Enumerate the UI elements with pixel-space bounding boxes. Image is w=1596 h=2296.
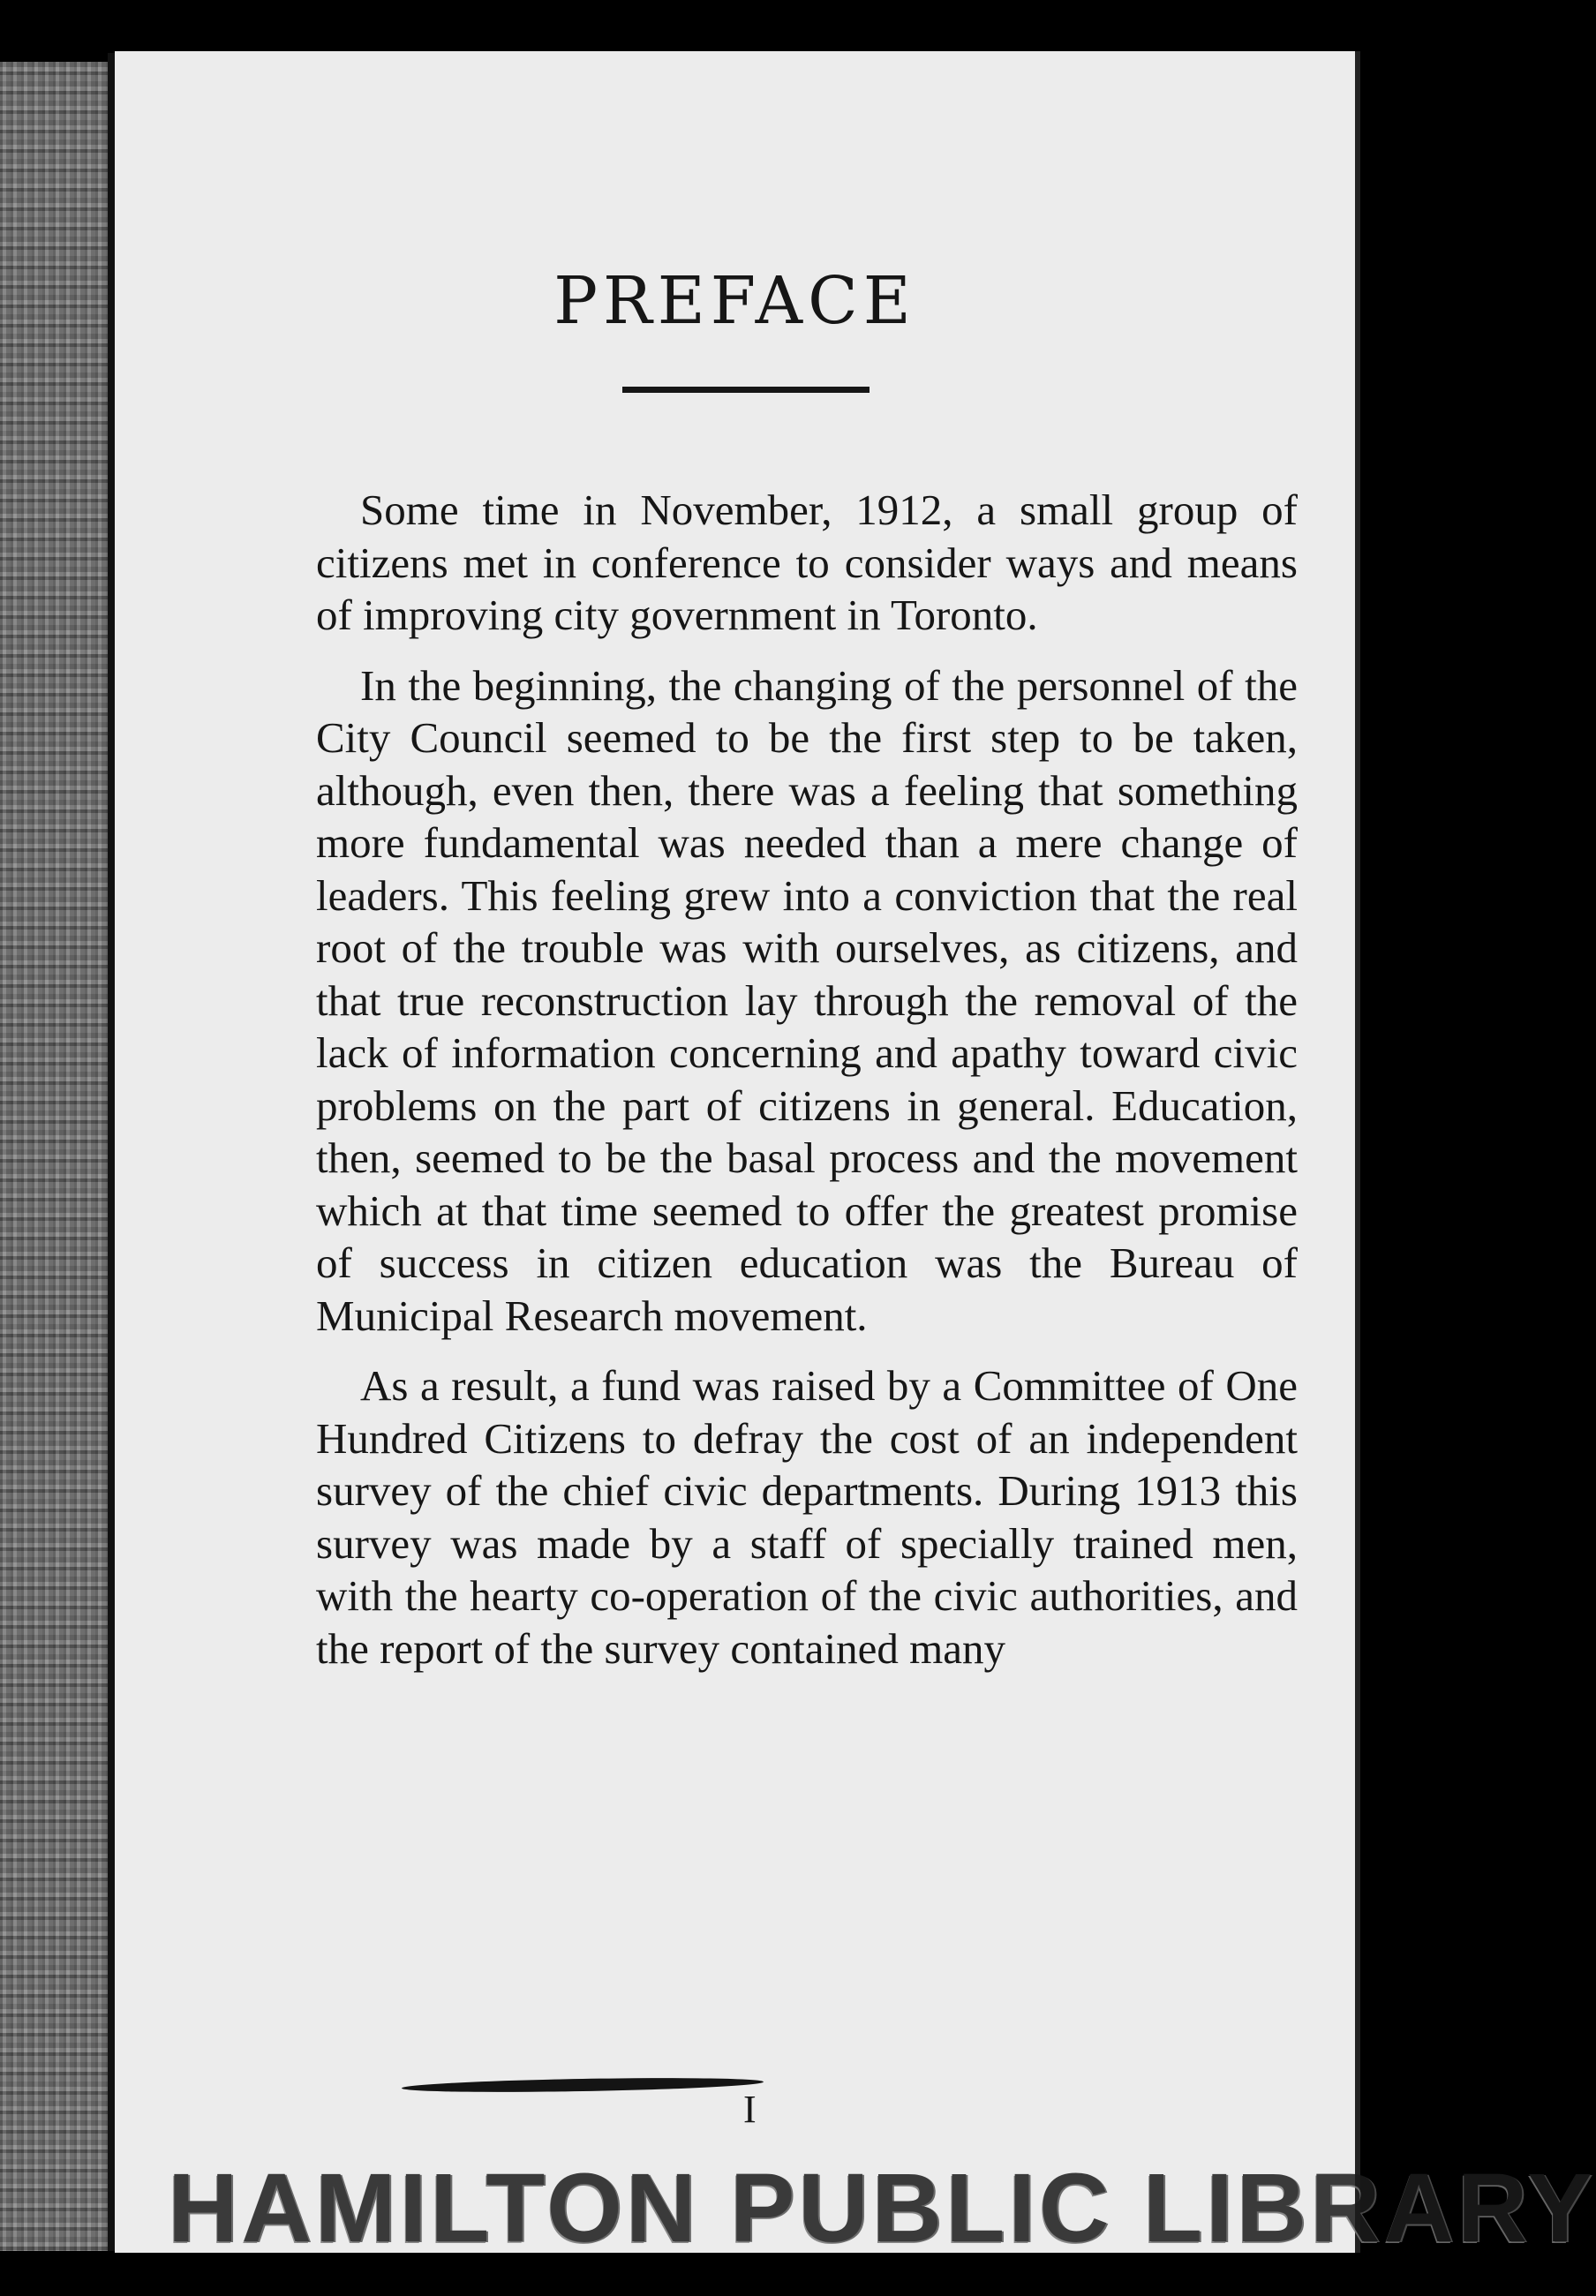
body-text (316, 484, 1298, 1692)
paragraph-3: As a result, a fund was raised by a Committee of One Hundred Citizens to defray the cost of an independent survey of the chief civic departments. During 1913 this survey was made by a staff of specially trained men, with the hearty co-operation of the civic authorities, and the report of the survey contained many (316, 1361, 1298, 1673)
ink-underline-mark (402, 2075, 764, 2094)
book-spine (0, 62, 115, 2251)
title-rule (622, 387, 870, 393)
spine-edge (108, 53, 115, 2251)
page-number: I (743, 2088, 757, 2131)
library-stamp: HAMILTON PUBLIC LIBRARY (168, 2154, 1596, 2262)
paragraph-2: In the beginning, the changing of the personnel of the City Council seemed to be the first step to be taken, although, even then, there was a feeling that something more fundamental was needed than a mere change of leaders. This feeling grew into a conviction that the real root of the trouble was with ourselves, as citizens, and that true reconstruction lay through the removal of the lack of information concerning and apathy toward civic problems on the part of citizens in general. Education, then, seemed to be the basal process and the movement which at that time seemed to offer the greatest promise of success in citizen education was the Bureau of Municipal Research movement. (316, 660, 1298, 1340)
document-page (115, 51, 1596, 2262)
page-title: PREFACE (553, 263, 916, 339)
paragraph-1: Some time in November, 1912, a small group of citizens met in conference to consider ways and means of improving city government in Toronto. (316, 486, 1298, 639)
